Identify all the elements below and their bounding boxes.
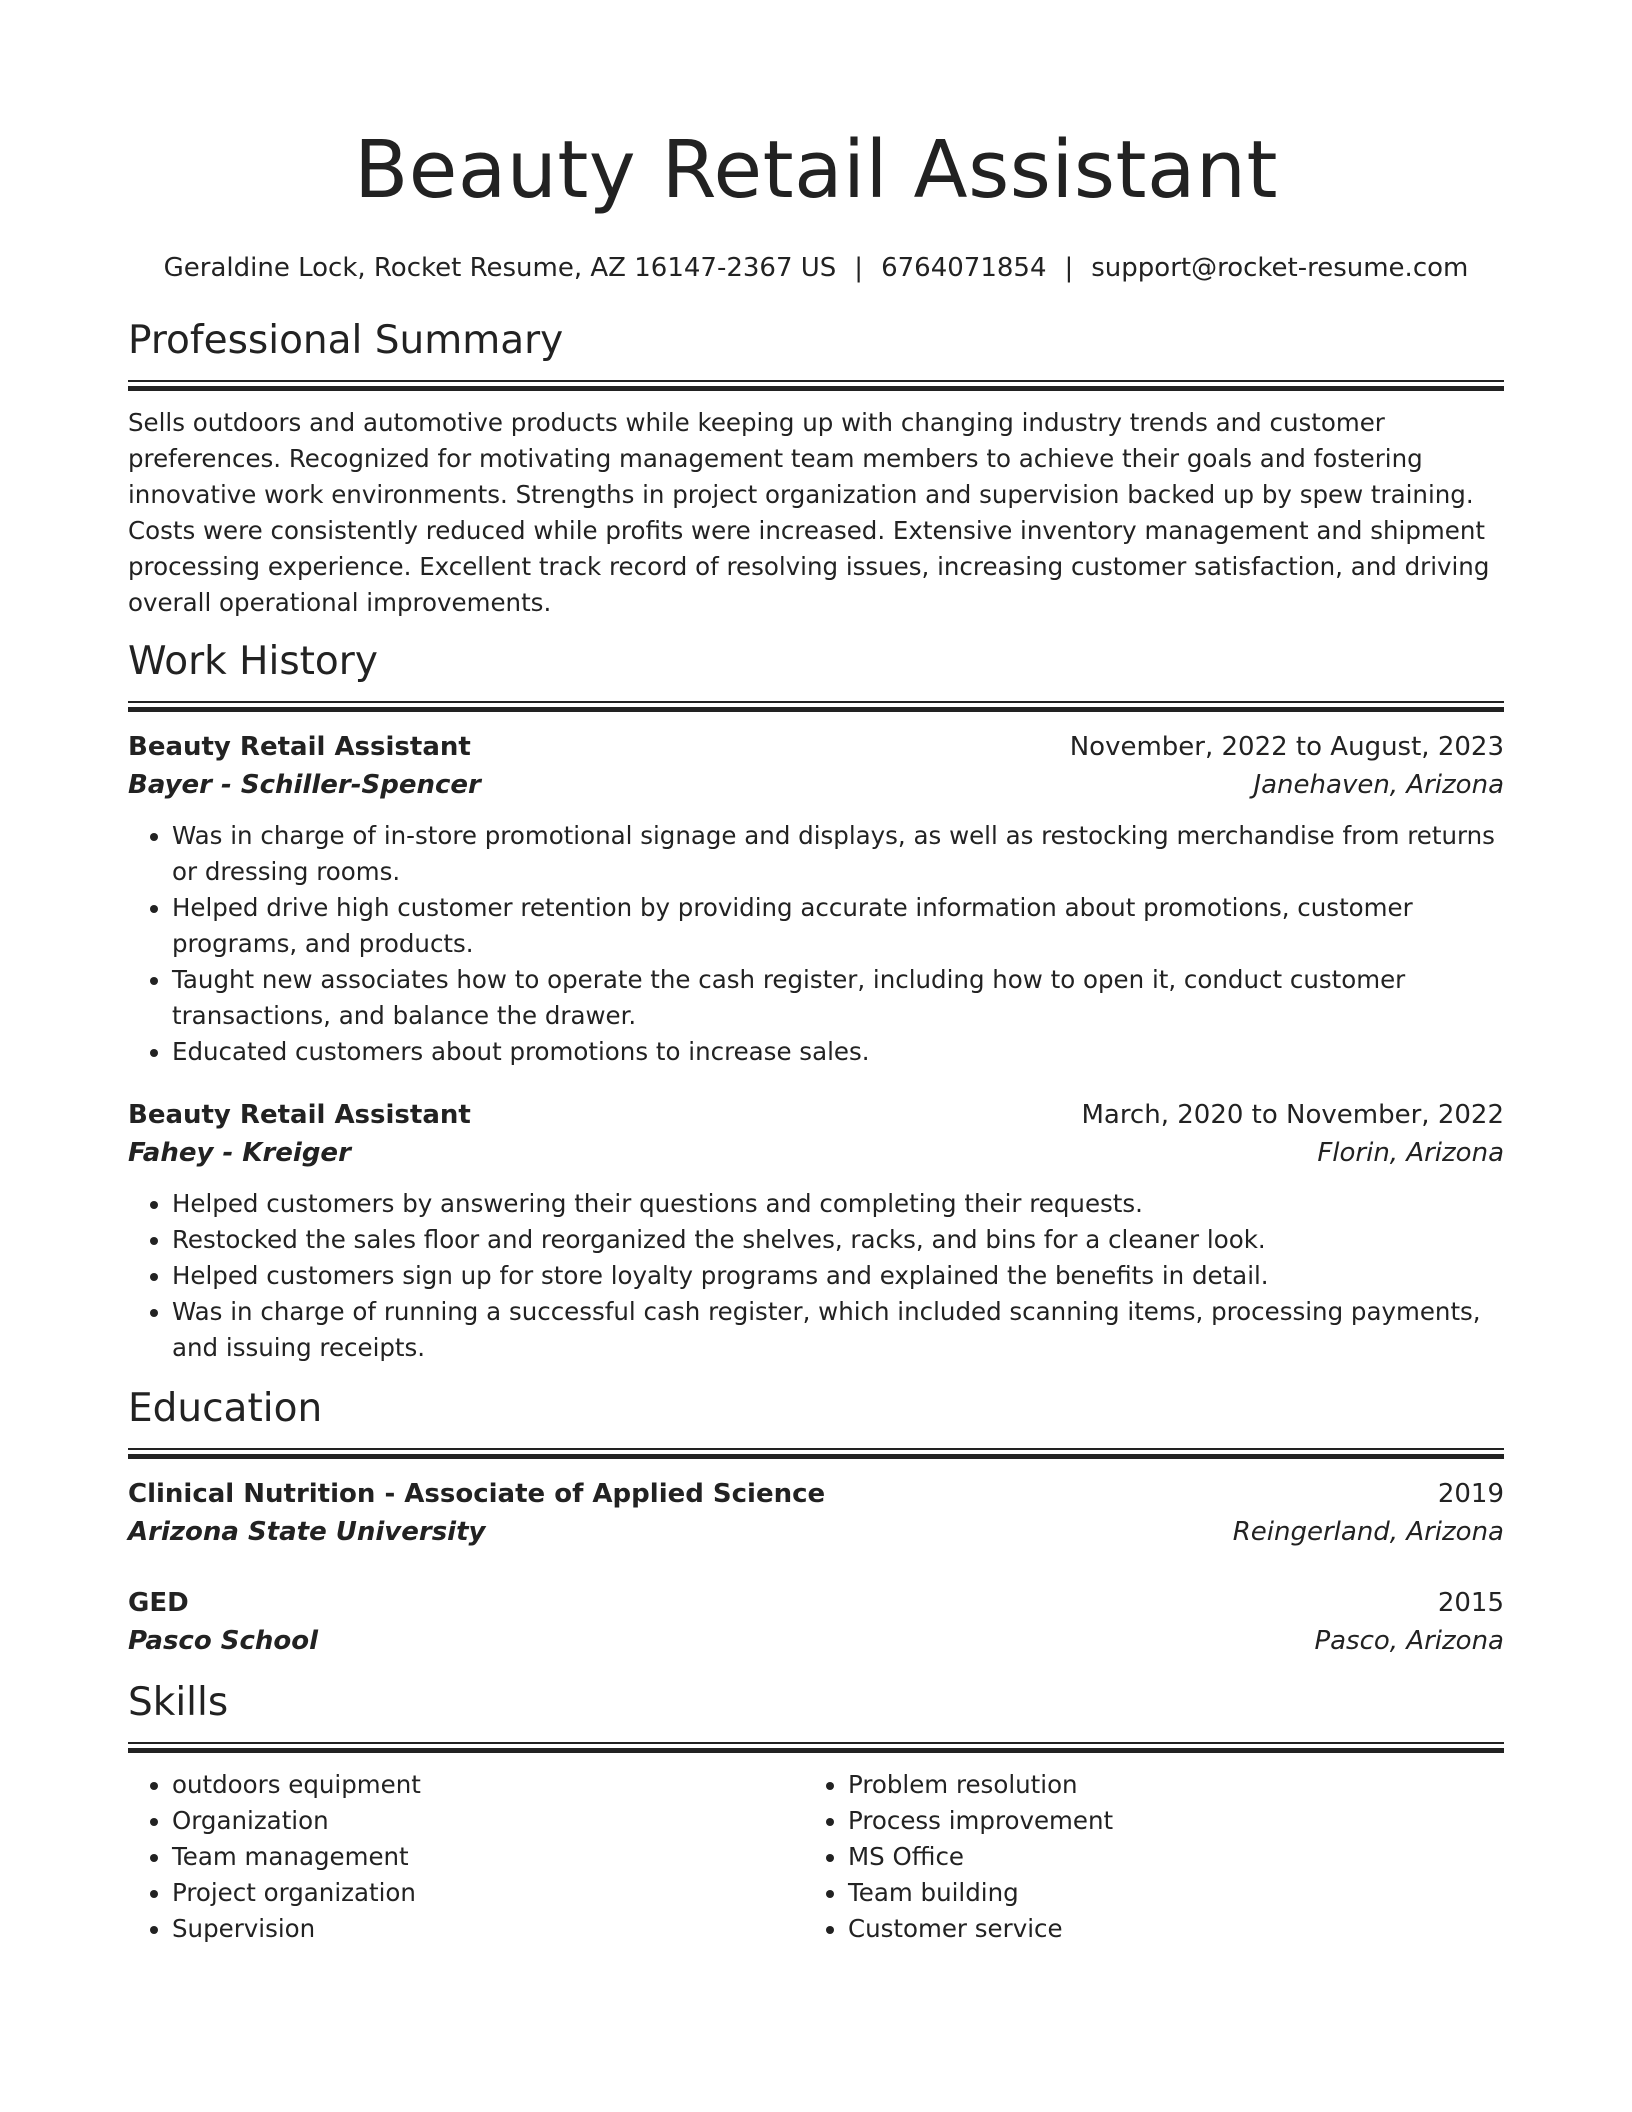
- job-location: Florin, Arizona: [1317, 1138, 1504, 1168]
- job-duty: • Helped drive high customer retention by providing accurate information about promotions, customer programs, and products.: [172, 890, 1504, 962]
- contact-email: support@rocket-resume.com: [1091, 253, 1469, 283]
- contact-phone: 6764071854: [881, 253, 1047, 283]
- education-entry: [128, 1584, 1504, 1660]
- job-header-row: [128, 728, 1504, 766]
- summary-heading: Professional Summary: [128, 318, 564, 363]
- job-title: Beauty Retail Assistant: [128, 732, 471, 762]
- job-duty: • Helped customers sign up for store loyalty programs and explained the benefits in detail.: [172, 1258, 1504, 1294]
- contact-separator: |: [854, 253, 864, 283]
- work-history-heading: Work History: [128, 639, 378, 684]
- resume-title: Beauty Retail Assistant: [354, 124, 1278, 216]
- skills-heading: Skills: [128, 1680, 229, 1725]
- education-school: Pasco School: [128, 1626, 319, 1656]
- education-degree: Clinical Nutrition - Associate of Applied Science: [128, 1479, 826, 1509]
- job-company-row: [128, 766, 1504, 804]
- job-duty: • Educated customers about promotions to increase sales.: [172, 1034, 1504, 1070]
- section-divider: [128, 380, 1504, 391]
- job-dates: November, 2022 to August, 2023: [1069, 732, 1504, 762]
- contact-separator: |: [1064, 253, 1074, 283]
- skills-section: [128, 1678, 1504, 1947]
- education-school-row: [128, 1622, 1504, 1660]
- skill-item: • Team management: [172, 1839, 804, 1875]
- education-school: Arizona State University: [128, 1517, 486, 1547]
- education-section: [128, 1384, 1504, 1660]
- job-duties-list: [128, 1186, 1504, 1366]
- education-school-row: [128, 1513, 1504, 1551]
- job-location: Janehaven, Arizona: [1253, 770, 1504, 800]
- job-duty: • Was in charge of in-store promotional signage and displays, as well as restocking merchandise from returns or dressing rooms.: [172, 818, 1504, 890]
- education-degree: GED: [128, 1588, 189, 1618]
- education-year: 2019: [1437, 1479, 1504, 1509]
- skills-columns: [128, 1767, 1504, 1947]
- job-company: Bayer - Schiller-Spencer: [128, 770, 481, 800]
- contact-address: Geraldine Lock, Rocket Resume, AZ 16147-2367 US: [163, 253, 837, 283]
- job-entry: [128, 1096, 1504, 1366]
- education-header-row: [128, 1475, 1504, 1513]
- skill-item: • Customer service: [848, 1911, 1504, 1947]
- education-heading: Education: [128, 1386, 323, 1431]
- section-divider: [128, 701, 1504, 712]
- skills-list-left: [128, 1767, 804, 1947]
- job-duty: • Restocked the sales floor and reorganized the shelves, racks, and bins for a cleaner look.: [172, 1222, 1504, 1258]
- education-location: Reingerland, Arizona: [1232, 1517, 1504, 1547]
- job-entry: [128, 728, 1504, 1070]
- skill-item: • MS Office: [848, 1839, 1504, 1875]
- job-duty: • Helped customers by answering their questions and completing their requests.: [172, 1186, 1504, 1222]
- education-entry: [128, 1475, 1504, 1551]
- job-company-row: [128, 1134, 1504, 1172]
- summary-section: [128, 316, 1504, 621]
- job-header-row: [128, 1096, 1504, 1134]
- skill-item: • Process improvement: [848, 1803, 1504, 1839]
- education-location: Pasco, Arizona: [1314, 1626, 1504, 1656]
- job-duties-list: [128, 818, 1504, 1070]
- skill-item: • outdoors equipment: [172, 1767, 804, 1803]
- education-year: 2015: [1437, 1588, 1504, 1618]
- skills-list-right: [804, 1767, 1504, 1947]
- skill-item: • Organization: [172, 1803, 804, 1839]
- section-divider: [128, 1448, 1504, 1459]
- summary-text: Sells outdoors and automotive products while keeping up with changing industry trends and customer preferences. Recognized for motivating management team members to achieve their goals and fostering innovative work environments. Strengths in project organization and supervision backed up by spew training. Costs were consistently reduced while profits were increased. Extensive inventory management and shipment processing experience. Excellent track record of resolving issues, increasing customer satisfaction, and driving overall operational improvements.: [128, 408, 1490, 617]
- job-duty: • Taught new associates how to operate the cash register, including how to open it, conduct customer transactions, and balance the drawer.: [172, 962, 1504, 1034]
- skill-item: • Project organization: [172, 1875, 804, 1911]
- education-header-row: [128, 1584, 1504, 1622]
- skill-item: • Team building: [848, 1875, 1504, 1911]
- work-history-section: [128, 637, 1504, 1366]
- contact-line: [128, 250, 1504, 286]
- section-divider: [128, 1742, 1504, 1753]
- job-title: Beauty Retail Assistant: [128, 1100, 471, 1130]
- job-duty: • Was in charge of running a successful cash register, which included scanning items, processing payments, and issuing receipts.: [172, 1294, 1504, 1366]
- skill-item: • Supervision: [172, 1911, 804, 1947]
- skill-item: • Problem resolution: [848, 1767, 1504, 1803]
- job-company: Fahey - Kreiger: [128, 1138, 351, 1168]
- job-dates: March, 2020 to November, 2022: [1081, 1100, 1504, 1130]
